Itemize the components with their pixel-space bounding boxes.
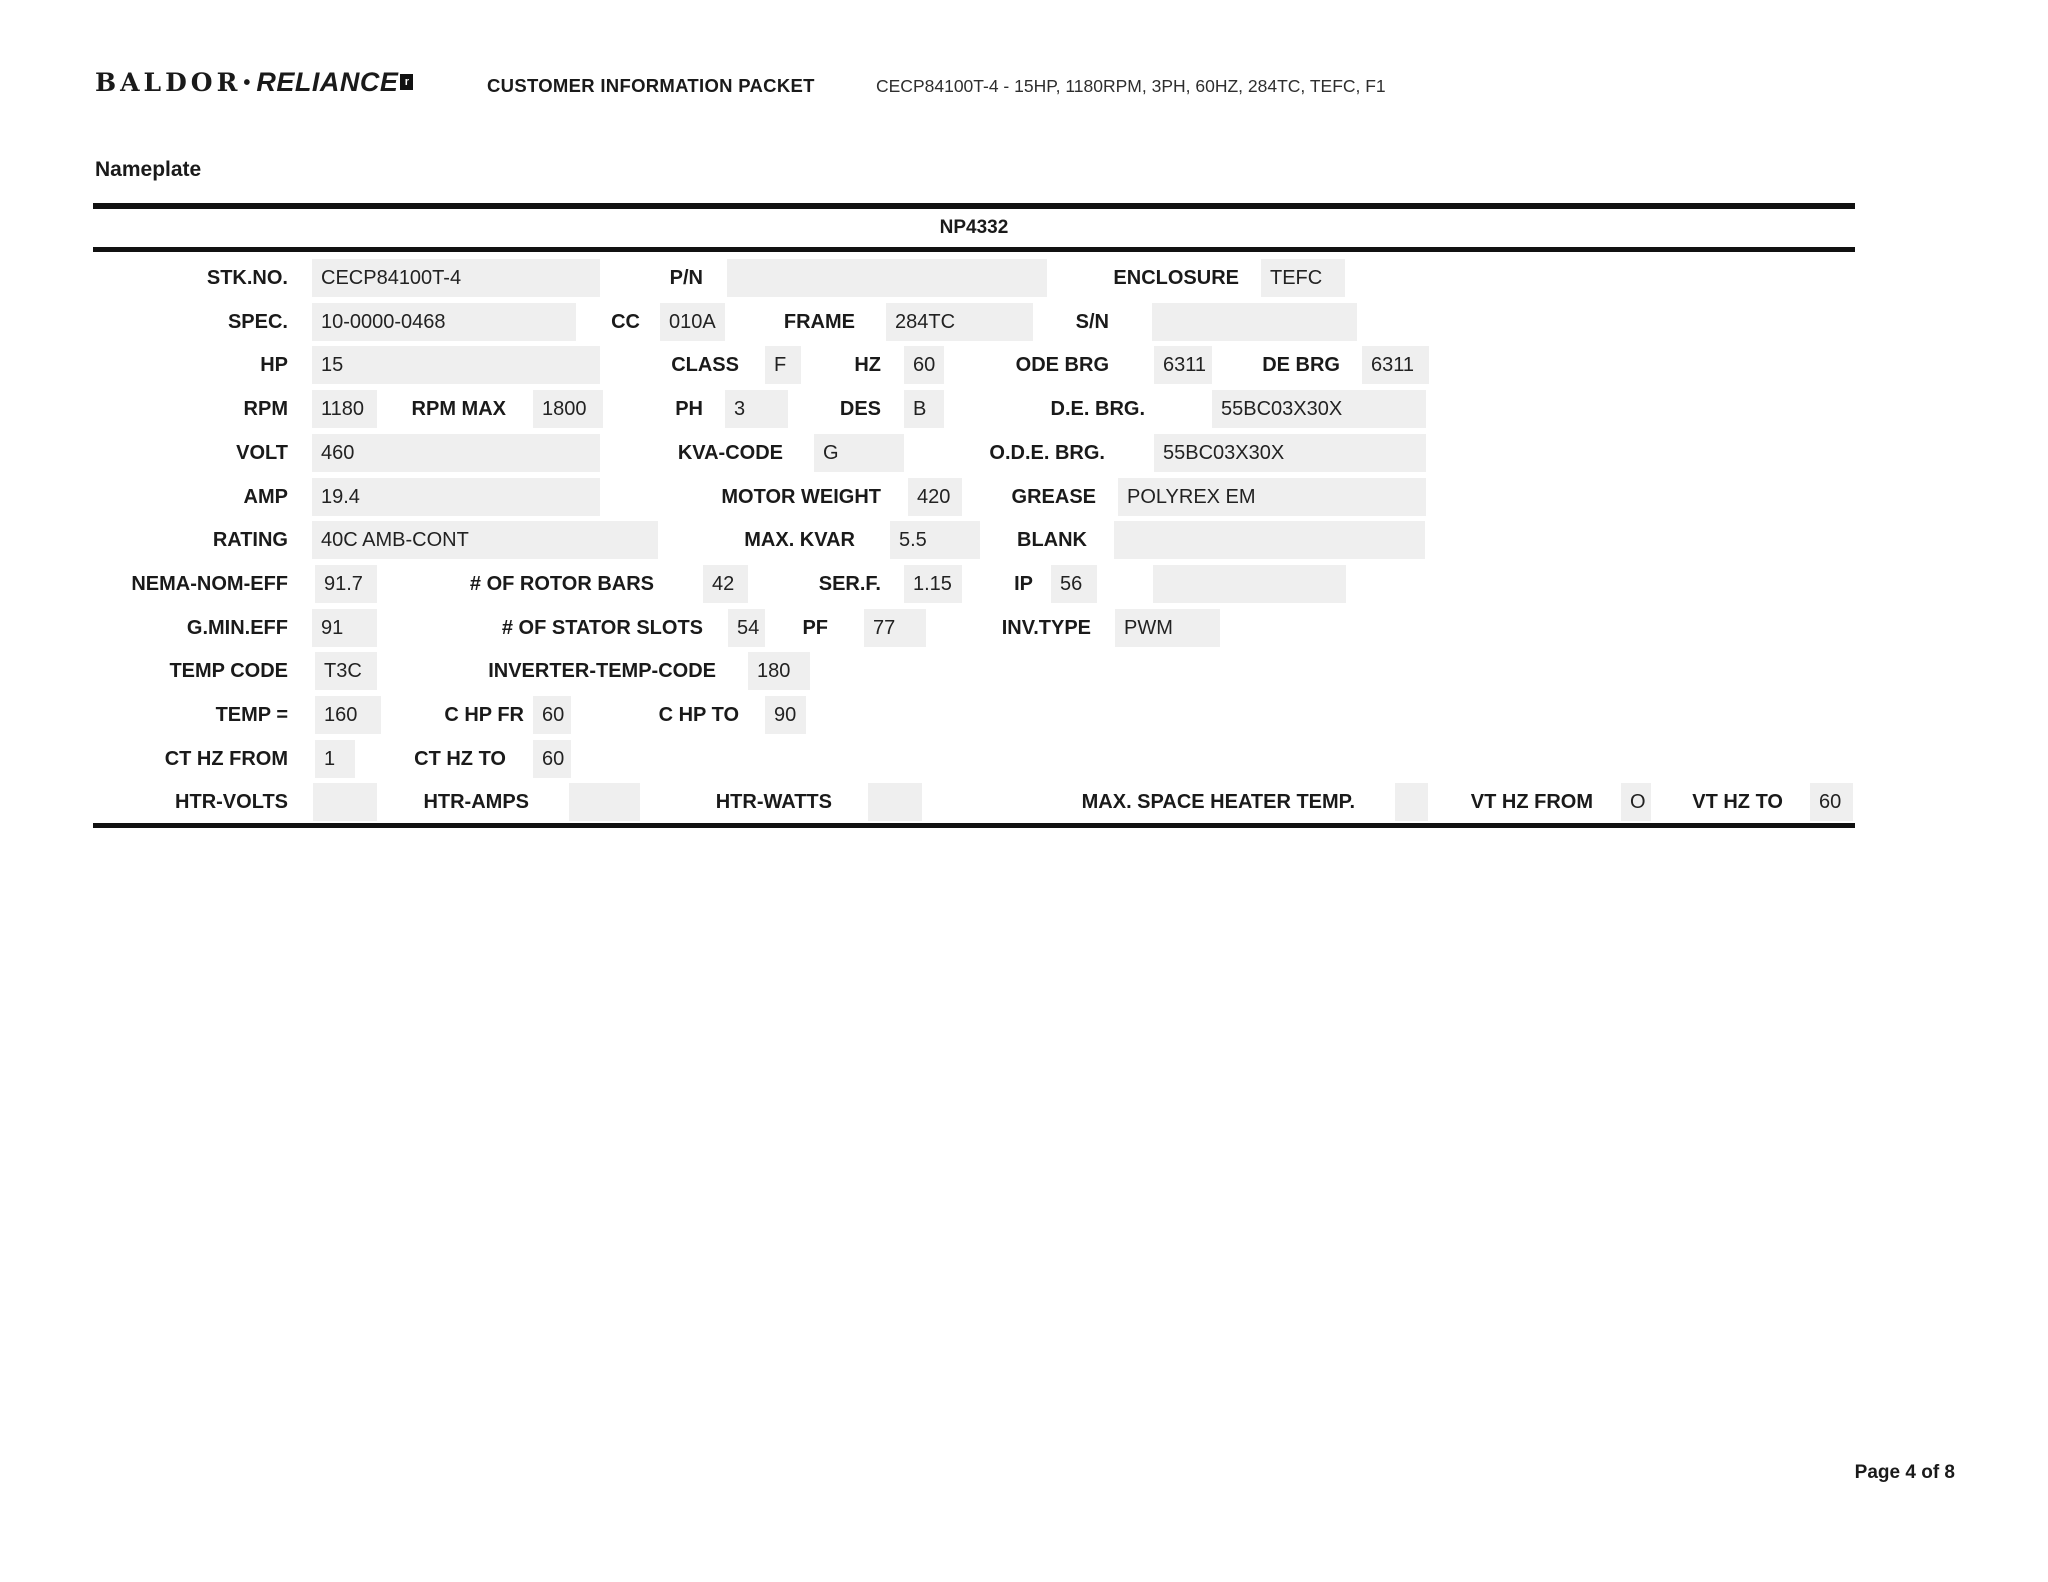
ct-hz-from-label: CT HZ FROM bbox=[164, 748, 288, 770]
stk-no-value: CECP84100T-4 bbox=[312, 259, 600, 297]
frame-label: FRAME bbox=[783, 311, 855, 333]
document-type-title: CUSTOMER INFORMATION PACKET bbox=[487, 75, 815, 96]
max-space-heater-temp-label: MAX. SPACE HEATER TEMP. bbox=[1081, 791, 1355, 813]
hp-label: HP bbox=[260, 354, 288, 376]
ct-hz-to-value: 60 bbox=[533, 740, 571, 778]
max-space-heater-temp-value bbox=[1395, 783, 1428, 821]
kva-code-value: G bbox=[814, 434, 904, 472]
c-hp-to-value: 90 bbox=[765, 696, 806, 734]
vt-hz-from-value: O bbox=[1621, 783, 1651, 821]
hp-value: 15 bbox=[312, 346, 600, 384]
inv-type-value: PWM bbox=[1115, 609, 1220, 647]
enclosure-value: TEFC bbox=[1261, 259, 1345, 297]
pf-label: PF bbox=[802, 617, 828, 639]
volt-value: 460 bbox=[312, 434, 600, 472]
inv-type-label: INV.TYPE bbox=[1001, 617, 1091, 639]
sn-value bbox=[1152, 303, 1357, 341]
htr-amps-label: HTR-AMPS bbox=[423, 791, 529, 813]
ser-f-label: SER.F. bbox=[818, 573, 881, 595]
amp-label: AMP bbox=[243, 486, 288, 508]
temp-code-label: TEMP CODE bbox=[169, 660, 288, 682]
g-min-eff-value: 91 bbox=[312, 609, 377, 647]
blank-value bbox=[1114, 521, 1425, 559]
rpm-max-label: RPM MAX bbox=[411, 398, 506, 420]
ode-brg-value: 6311 bbox=[1154, 346, 1212, 384]
ode-brg2-label: O.D.E. BRG. bbox=[989, 442, 1105, 464]
registered-mark-icon: r bbox=[400, 74, 413, 90]
hz-value: 60 bbox=[904, 346, 944, 384]
stk-no-label: STK.NO. bbox=[206, 267, 288, 289]
rotor-bars-value: 42 bbox=[703, 565, 748, 603]
vt-hz-to-value: 60 bbox=[1810, 783, 1853, 821]
spec-value: 10-0000-0468 bbox=[312, 303, 576, 341]
de-brg-value: 6311 bbox=[1362, 346, 1429, 384]
table-header-rule bbox=[93, 247, 1855, 252]
rating-value: 40C AMB-CONT bbox=[312, 521, 658, 559]
ode-brg2-value: 55BC03X30X bbox=[1154, 434, 1426, 472]
rotor-bars-label: # OF ROTOR BARS bbox=[469, 573, 654, 595]
motor-weight-label: MOTOR WEIGHT bbox=[721, 486, 881, 508]
de-brg2-label: D.E. BRG. bbox=[1050, 398, 1145, 420]
nema-nom-eff-value: 91.7 bbox=[315, 565, 377, 603]
class-label: CLASS bbox=[671, 354, 739, 376]
hz-label: HZ bbox=[854, 354, 881, 376]
ct-hz-from-value: 1 bbox=[315, 740, 355, 778]
vt-hz-to-label: VT HZ TO bbox=[1692, 791, 1783, 813]
rpm-label: RPM bbox=[243, 398, 288, 420]
vt-hz-from-label: VT HZ FROM bbox=[1470, 791, 1593, 813]
rpm-value: 1180 bbox=[312, 390, 377, 428]
pn-value bbox=[727, 259, 1047, 297]
c-hp-to-label: C HP TO bbox=[658, 704, 739, 726]
rpm-max-value: 1800 bbox=[533, 390, 603, 428]
de-brg-label: DE BRG bbox=[1262, 354, 1340, 376]
temp-value: 160 bbox=[315, 696, 381, 734]
blank-label: BLANK bbox=[1017, 529, 1087, 551]
pn-label: P/N bbox=[669, 267, 703, 289]
sn-label: S/N bbox=[1075, 311, 1109, 333]
g-min-eff-label: G.MIN.EFF bbox=[186, 617, 288, 639]
table-bottom-rule bbox=[93, 823, 1855, 828]
de-brg2-value: 55BC03X30X bbox=[1212, 390, 1426, 428]
max-kvar-value: 5.5 bbox=[890, 521, 980, 559]
volt-label: VOLT bbox=[236, 442, 288, 464]
amp-value: 19.4 bbox=[312, 478, 600, 516]
logo-separator-dot: • bbox=[243, 72, 251, 94]
nameplate-number: NP4332 bbox=[939, 217, 1009, 238]
temp-code-value: T3C bbox=[315, 652, 377, 690]
logo-baldor-text: BALDOR bbox=[95, 68, 242, 97]
ip-value: 56 bbox=[1051, 565, 1097, 603]
grease-label: GREASE bbox=[1011, 486, 1096, 508]
pf-value: 77 bbox=[864, 609, 926, 647]
inverter-temp-code-value: 180 bbox=[748, 652, 810, 690]
ph-value: 3 bbox=[725, 390, 788, 428]
htr-volts-label: HTR-VOLTS bbox=[175, 791, 288, 813]
c-hp-fr-value: 60 bbox=[533, 696, 571, 734]
htr-watts-label: HTR-WATTS bbox=[715, 791, 832, 813]
htr-amps-value bbox=[569, 783, 640, 821]
logo-reliance-text: RELIANCE bbox=[256, 67, 399, 97]
cc-value: 010A bbox=[660, 303, 725, 341]
nema-blank-value bbox=[1153, 565, 1346, 603]
ser-f-value: 1.15 bbox=[904, 565, 962, 603]
ct-hz-to-label: CT HZ TO bbox=[414, 748, 506, 770]
c-hp-fr-label: C HP FR bbox=[444, 704, 524, 726]
motor-spec-summary: CECP84100T-4 - 15HP, 1180RPM, 3PH, 60HZ, 284TC, TEFC, F1 bbox=[876, 76, 1386, 96]
kva-code-label: KVA-CODE bbox=[677, 442, 783, 464]
des-label: DES bbox=[839, 398, 881, 420]
page-number: Page 4 of 8 bbox=[1854, 1462, 1955, 1483]
motor-weight-value: 420 bbox=[908, 478, 962, 516]
enclosure-label: ENCLOSURE bbox=[1113, 267, 1239, 289]
cc-label: CC bbox=[611, 311, 640, 333]
ode-brg-label: ODE BRG bbox=[1015, 354, 1109, 376]
des-value: B bbox=[904, 390, 944, 428]
ph-label: PH bbox=[675, 398, 703, 420]
temp-label: TEMP = bbox=[215, 704, 288, 726]
rating-label: RATING bbox=[212, 529, 288, 551]
htr-watts-value bbox=[868, 783, 922, 821]
class-value: F bbox=[765, 346, 801, 384]
stator-slots-label: # OF STATOR SLOTS bbox=[501, 617, 703, 639]
frame-value: 284TC bbox=[886, 303, 1033, 341]
stator-slots-value: 54 bbox=[728, 609, 765, 647]
htr-volts-value bbox=[313, 783, 377, 821]
inverter-temp-code-label: INVERTER-TEMP-CODE bbox=[488, 660, 716, 682]
grease-value: POLYREX EM bbox=[1118, 478, 1426, 516]
spec-label: SPEC. bbox=[227, 311, 288, 333]
max-kvar-label: MAX. KVAR bbox=[744, 529, 855, 551]
nema-nom-eff-label: NEMA-NOM-EFF bbox=[131, 573, 288, 595]
section-title-nameplate: Nameplate bbox=[95, 158, 202, 181]
ip-label: IP bbox=[1014, 573, 1033, 595]
